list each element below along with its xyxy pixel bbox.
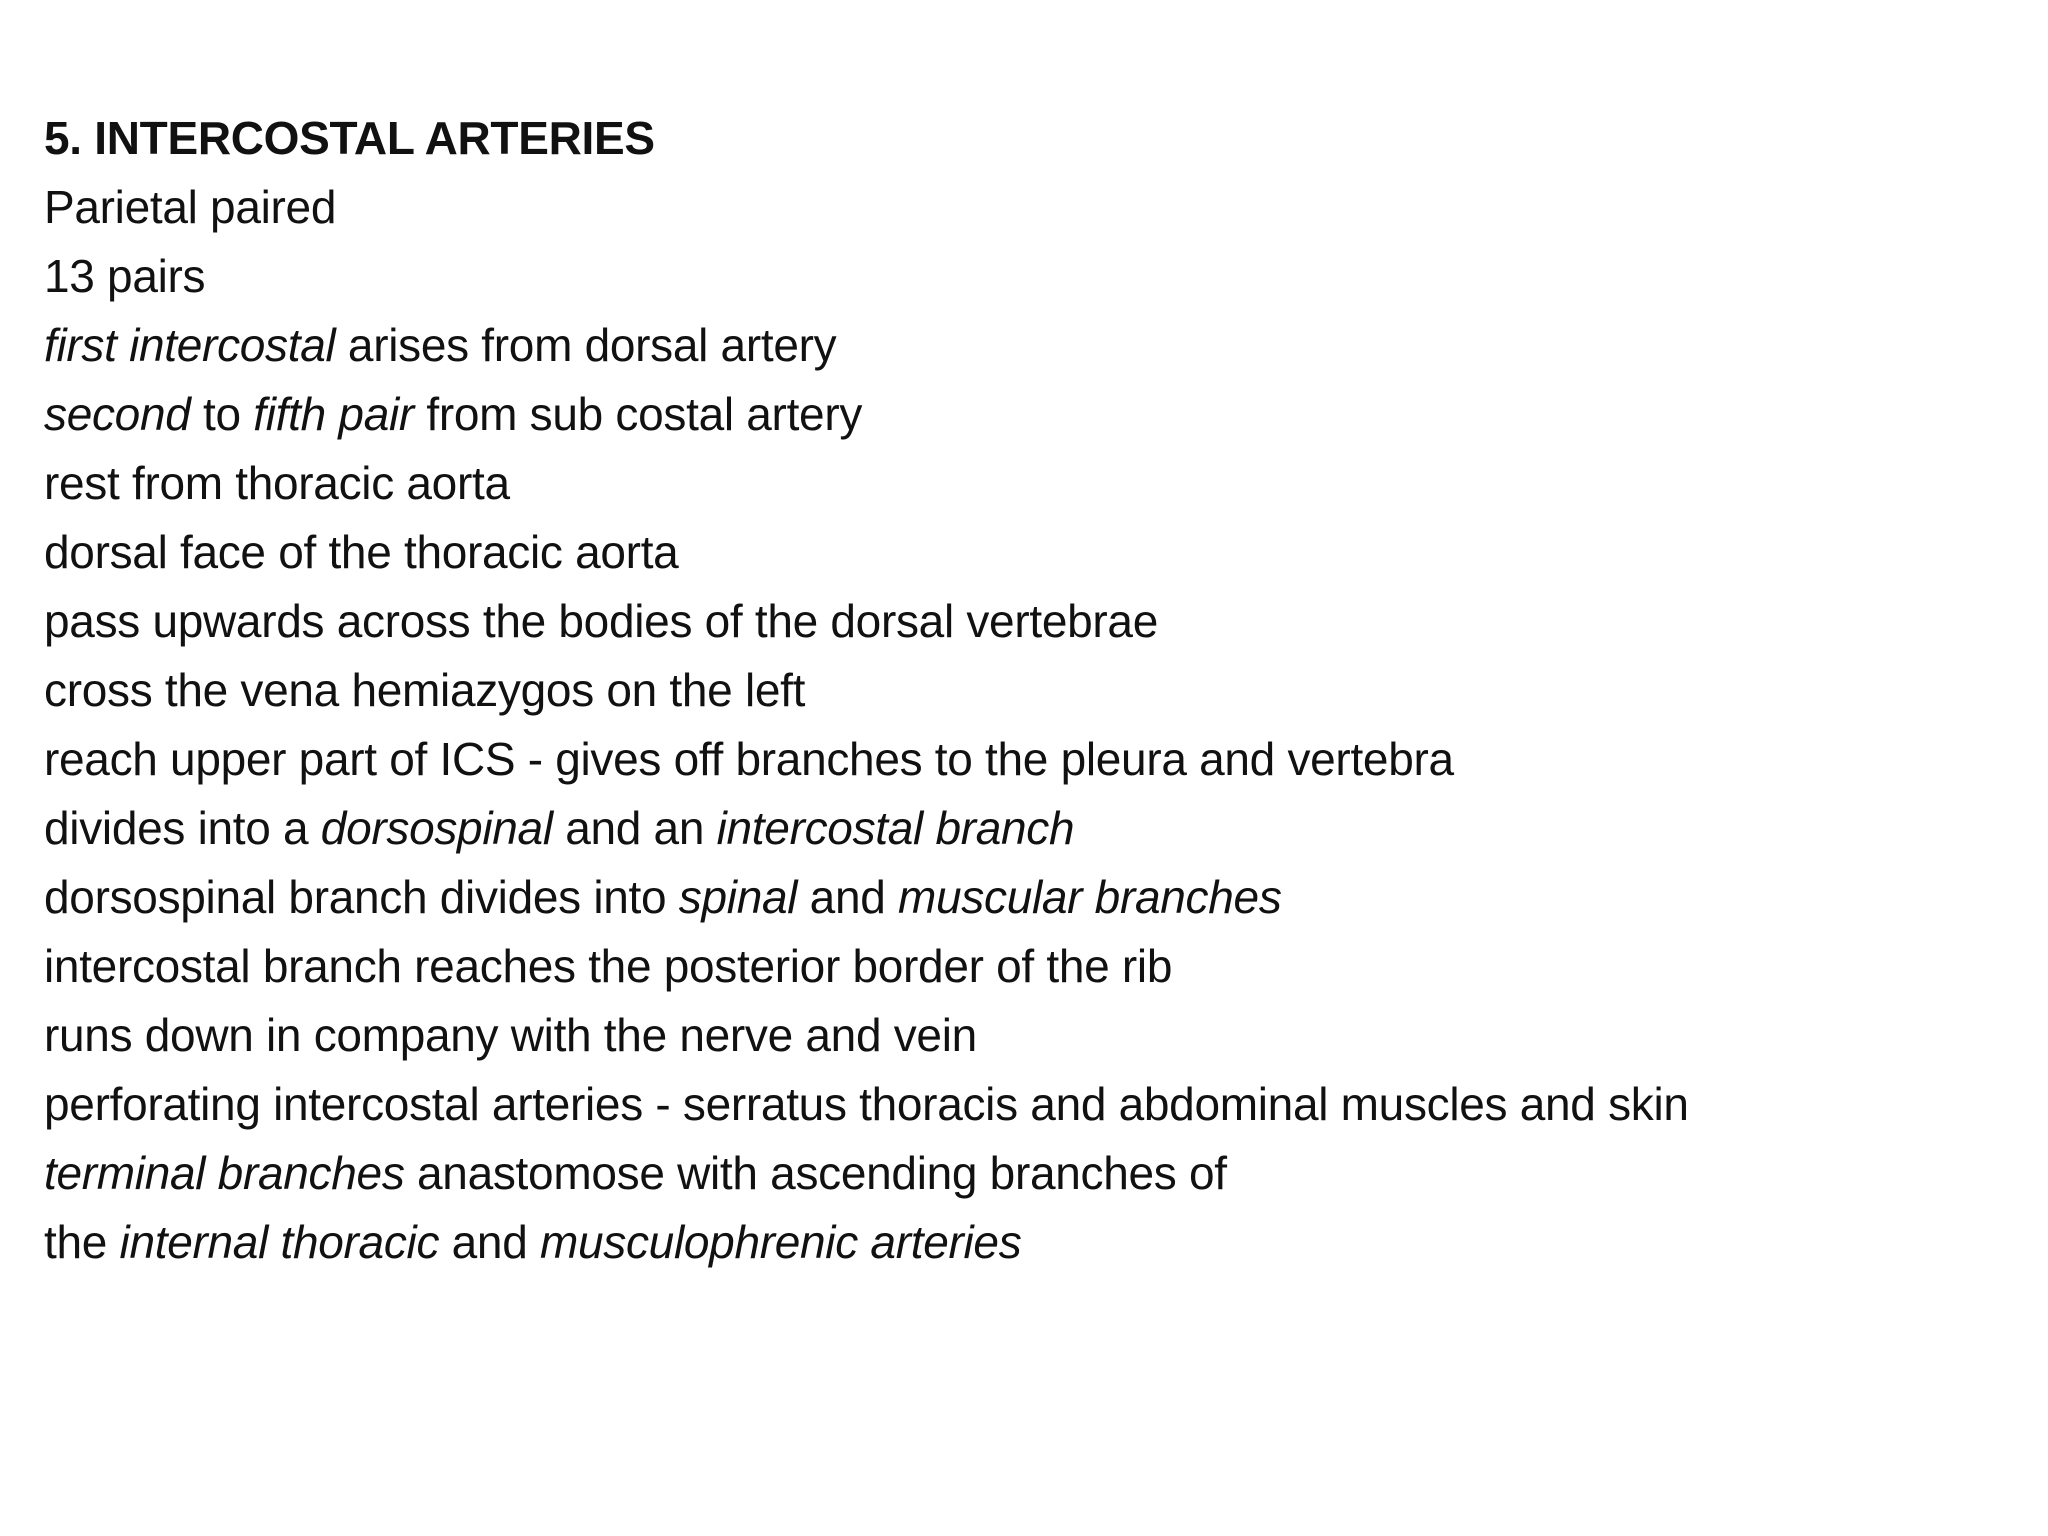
text-segment: divides into a — [44, 802, 321, 854]
italic-term: musculophrenic arteries — [539, 1216, 1022, 1268]
italic-term: first intercostal — [44, 319, 336, 371]
text-segment: arises from dorsal artery — [335, 319, 837, 371]
text-segment: pass upwards across the bodies of the dorsal vertebrae — [44, 595, 1158, 647]
italic-term: terminal branches — [44, 1147, 405, 1199]
text-segment: Parietal paired — [44, 181, 337, 233]
text-line — [44, 725, 2034, 794]
text-segment: to — [190, 388, 254, 440]
italic-term: muscular branches — [898, 871, 1282, 923]
italic-term: internal thoracic — [119, 1216, 440, 1268]
italic-term: fifth pair — [253, 388, 414, 440]
text-line — [44, 1139, 2034, 1208]
text-line — [44, 794, 2034, 863]
text-segment: runs down in company with the nerve and vein — [44, 1009, 977, 1061]
text-segment: reach upper part of ICS - gives off branches to the pleura and vertebra — [44, 733, 1454, 785]
text-segment: dorsospinal branch divides into — [44, 871, 679, 923]
text-segment: rest from thoracic aorta — [44, 457, 510, 509]
text-line — [44, 380, 2034, 449]
text-line — [44, 932, 2034, 1001]
text-line — [44, 863, 2034, 932]
text-segment: and — [439, 1216, 540, 1268]
text-segment: cross the vena hemiazygos on the left — [44, 664, 806, 716]
text-line — [44, 311, 2034, 380]
text-line — [44, 1070, 2034, 1139]
bullet-lines — [44, 173, 2034, 1277]
slide-content — [44, 104, 2034, 1277]
text-segment: and — [797, 871, 898, 923]
text-line — [44, 518, 2034, 587]
text-line — [44, 656, 2034, 725]
text-line — [44, 1208, 2034, 1277]
text-segment: and an — [552, 802, 717, 854]
text-line — [44, 242, 2034, 311]
text-segment: 13 pairs — [44, 250, 206, 302]
text-segment: intercostal branch reaches the posterior border of the rib — [44, 940, 1173, 992]
italic-term: second — [44, 388, 191, 440]
slide-title: 5. INTERCOSTAL ARTERIES — [44, 112, 655, 164]
text-segment: the — [44, 1216, 120, 1268]
text-segment: from sub costal artery — [413, 388, 863, 440]
italic-term: intercostal branch — [716, 802, 1075, 854]
text-segment: dorsal face of the thoracic aorta — [44, 526, 679, 578]
text-segment: anastomose with ascending branches of — [404, 1147, 1227, 1199]
italic-term: spinal — [678, 871, 798, 923]
text-line — [44, 173, 2034, 242]
text-line — [44, 587, 2034, 656]
italic-term: dorsospinal — [320, 802, 553, 854]
text-segment: perforating intercostal arteries - serratus thoracis and abdominal muscles and skin — [44, 1078, 1689, 1130]
text-line — [44, 449, 2034, 518]
text-line — [44, 1001, 2034, 1070]
